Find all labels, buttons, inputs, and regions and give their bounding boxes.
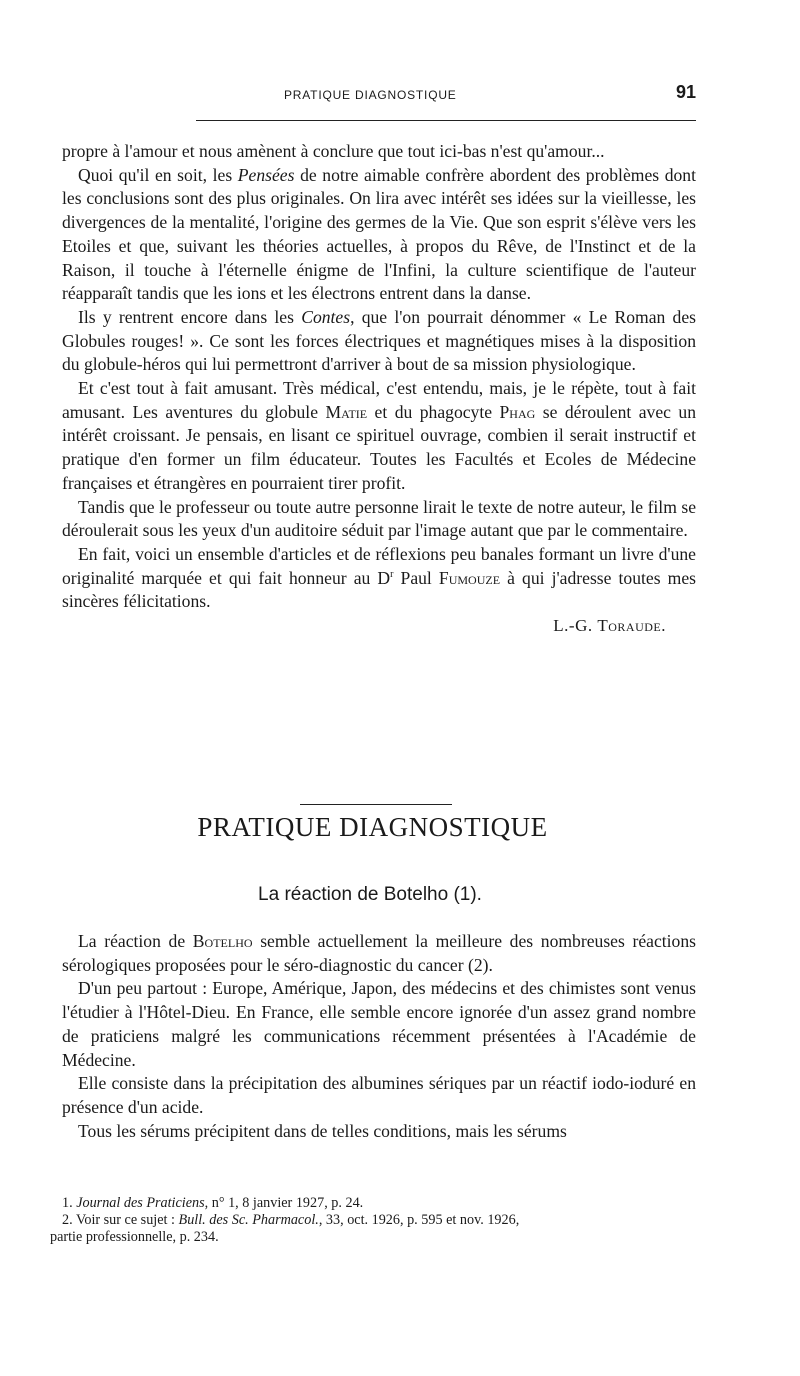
review-paragraph: Tandis que le professeur ou toute autre personne lirait le texte de notre auteur, le film se déroulerait sous les yeux d'un auditoire séduit par l'image autant que par le commentaire.: [62, 496, 696, 541]
article-paragraph: La réaction de Botelho semble actuellement la meilleure des nombreuses réactions sérologiques proposées pour le séro-diagnostic du cancer (2).: [62, 931, 696, 975]
review-paragraph: Ils y rentrent encore dans les Contes, que l'on pourrait dénommer « Le Roman des Globules rouges! ». Ce sont les forces électriques et magnétiques mises à la disposition du globule-héros qui lui permettront d'arriver à bout de sa mission physiologique.: [62, 306, 696, 375]
footnote-reference: (1).: [453, 884, 482, 905]
article-body: [62, 930, 696, 1143]
page-header: [62, 80, 696, 106]
running-head: PRATIQUE DIAGNOSTIQUE: [284, 88, 457, 102]
footnote-2: 2. Voir sur ce sujet : Bull. des Sc. Pharmacol., 33, oct. 1926, p. 595 et nov. 1926,: [62, 1212, 520, 1228]
review-body: [62, 140, 696, 638]
review-paragraph: Et c'est tout à fait amusant. Très médical, c'est entendu, mais, je le répète, tout à fait amusant. Les aventures du globule Matie et du phagocyte Phag se déroulent avec un intérêt croissant. Je pensais, en lisant ce spirituel ouvrage, combien il serait instructif et pratique d'en former un film éducateur. Toutes les Facultés et Ecoles de Médecine françaises et étrangères en pourraient tirer profit.: [62, 378, 697, 493]
footnotes: [50, 1195, 696, 1246]
article-paragraph: Elle consiste dans la précipitation des albumines sériques par un réactif iodo-ioduré en présence d'un acide.: [62, 1073, 696, 1117]
header-rule: [196, 120, 696, 121]
article-paragraph: D'un peu partout : Europe, Amérique, Japon, des médecins et des chimistes sont venus l'étudier à l'Hôtel-Dieu. En France, elle semble encore ignorée d'un assez grand nombre de praticiens malgré les communications récemment présentées à l'Académie de Médecine.: [62, 978, 696, 1070]
footnote-2-continuation: partie professionnelle, p. 234.: [50, 1229, 219, 1245]
article-title: La réaction de Botelho (1).: [258, 884, 482, 905]
article-paragraph: Tous les sérums précipitent dans de telles conditions, mais les sérums: [78, 1120, 567, 1141]
review-paragraph: propre à l'amour et nous amènent à conclure que tout ici-bas n'est qu'amour...: [62, 141, 605, 161]
footnote-reference: (2).: [468, 954, 493, 975]
review-paragraph: Quoi qu'il en soit, les Pensées de notre aimable confrère abordent des problèmes dont les conclusions sont des plus originales. On lira avec intérêt ses idées sur la vieillesse, les divergences de la mentalité, l'origine des germes de la Vie. Que son esprit s'élève vers les Etoiles et que, suivant les théories actuelles, à propos du Rêve, de l'Instinct et de la Raison, il touche à l'éternelle énigme de l'Infini, la culture scientifique de l'auteur réapparaît tandis que les ions et les électrons entrent dans la danse.: [62, 164, 696, 304]
section-separator-rule: [300, 804, 452, 805]
review-paragraph: En fait, voici un ensemble d'articles et de réflexions peu banales formant un livre d'une originalité marquée et qui fait honneur au $D^r$ Paul Fumouze à qui j'adresse toutes mes sincères félicitations.: [62, 543, 697, 612]
section-title: PRATIQUE DIAGNOSTIQUE: [197, 812, 548, 842]
footnote-1: 1. Journal des Praticiens, n° 1, 8 janvier 1927, p. 24.: [62, 1195, 364, 1211]
page-number: 91: [675, 82, 696, 102]
review-signature: L.-G. Toraude.: [553, 616, 666, 636]
